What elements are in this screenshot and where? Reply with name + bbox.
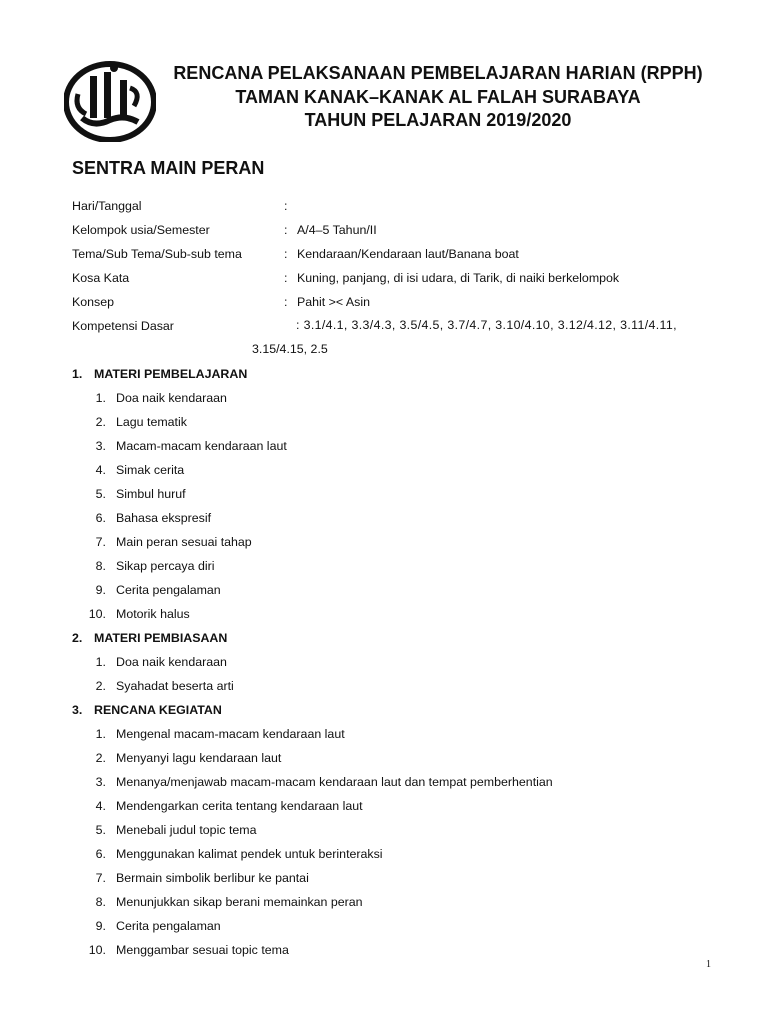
info-value: Kendaraan/Kendaraan laut/Banana boat (297, 247, 519, 261)
info-label: Hari/Tanggal (72, 199, 142, 213)
info-label: Kompetensi Dasar (72, 319, 174, 333)
info-colon: : (284, 295, 288, 309)
header-school: TAMAN KANAK–KANAK AL FALAH SURABAYA (235, 86, 641, 107)
section-number: 3. (72, 703, 83, 717)
section-title: MATERI PEMBIASAAN (94, 631, 228, 645)
kompetensi-dasar-line-1: : 3.1/4.1, 3.3/4.3, 3.5/4.5, 3.7/4.7, 3.10/4.10, 3.12/4.12, 3.11/4.11, (296, 318, 677, 332)
info-label: Tema/Sub Tema/Sub-sub tema (72, 247, 242, 261)
document-header (158, 62, 718, 133)
section-title: RENCANA KEGIATAN (94, 703, 222, 717)
sentra-title: SENTRA MAIN PERAN (72, 158, 265, 178)
info-label: Kelompok usia/Semester (72, 223, 210, 237)
info-colon: : (284, 223, 288, 237)
info-value: A/4–5 Tahun/II (297, 223, 377, 237)
info-value: Kuning, panjang, di isi udara, di Tarik, di naiki berkelompok (297, 271, 620, 285)
info-label: Kosa Kata (72, 271, 130, 285)
section-number: 1. (72, 367, 83, 381)
info-value: Pahit >< Asin (297, 295, 371, 309)
header-title: RENCANA PELAKSANAAN PEMBELAJARAN HARIAN (RPPH) (173, 63, 703, 83)
kompetensi-dasar-line-2: 3.15/4.15, 2.5 (252, 342, 328, 356)
info-label: Konsep (72, 295, 115, 309)
header-year: TAHUN PELAJARAN 2019/2020 (304, 110, 572, 130)
al-falah-logo-icon (64, 58, 156, 142)
section-number: 2. (72, 631, 83, 645)
page-number: 1 (706, 959, 711, 970)
info-colon: : (284, 247, 288, 261)
info-colon: : (284, 199, 288, 213)
info-colon: : (284, 271, 288, 285)
section-title: MATERI PEMBELAJARAN (94, 367, 248, 381)
